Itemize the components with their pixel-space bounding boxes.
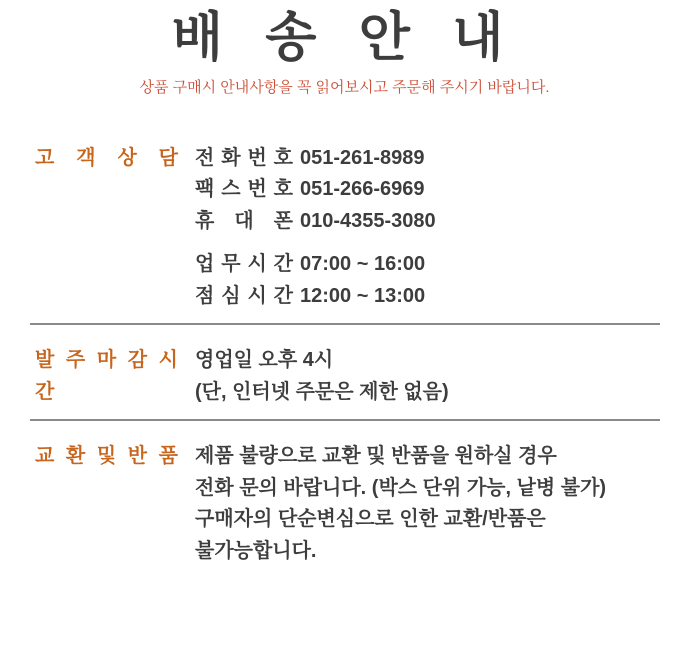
- deadline-line: 영업일 오후 4시: [195, 349, 334, 372]
- section-order-deadline-content: [195, 345, 449, 408]
- phone-number-row: [195, 143, 436, 175]
- exchange-line: 제품 불량으로 교환 및 반품을 원하실 경우: [195, 445, 557, 468]
- mobile-number-label: 휴 대 폰: [195, 209, 293, 232]
- exchange-line: 구매자의 단순변심으로 인한 교환/반품은: [195, 508, 546, 531]
- business-hours-row: [195, 249, 436, 281]
- deadline-note-line: (단, 인터넷 주문은 제한 없음): [195, 380, 449, 403]
- page-title: 배 송 안 내: [171, 8, 518, 67]
- mobile-number-row: [195, 206, 436, 238]
- section-order-deadline-label: 발 주 마 감 시 간: [35, 349, 178, 403]
- business-hours-label: 업 무 시 간: [195, 253, 293, 276]
- lunch-hours-label: 점 심 시 간: [195, 284, 293, 307]
- section-divider: [30, 323, 660, 325]
- phone-number-value: 051-261-8989: [300, 146, 425, 169]
- shipping-info-page: [0, 8, 689, 646]
- spacer: [195, 237, 436, 249]
- section-customer-service: [35, 143, 660, 313]
- section-exchange-return-content: [195, 441, 606, 567]
- info-sections: [35, 143, 660, 568]
- lunch-hours-value: 12:00 ~ 13:00: [300, 284, 426, 307]
- lunch-hours-row: [195, 281, 436, 313]
- section-exchange-return: [35, 441, 660, 567]
- fax-number-row: [195, 174, 436, 206]
- section-order-deadline: [35, 345, 660, 408]
- section-divider: [30, 419, 660, 421]
- exchange-line: 전화 문의 바랍니다. (박스 단위 가능, 낱병 불가): [195, 476, 607, 499]
- mobile-number-value: 010-4355-3080: [300, 209, 436, 232]
- section-exchange-return-label: 교 환 및 반 품: [35, 445, 178, 468]
- business-hours-value: 07:00 ~ 16:00: [300, 253, 426, 276]
- phone-number-label: 전 화 번 호: [195, 146, 293, 169]
- fax-number-value: 051-266-6969: [300, 178, 425, 201]
- fax-number-label: 팩 스 번 호: [195, 178, 293, 201]
- exchange-line: 불가능합니다.: [195, 539, 317, 562]
- section-customer-service-content: [195, 143, 436, 313]
- section-customer-service-label: 고 객 상 담: [35, 146, 178, 169]
- page-subtitle: 상품 구매시 안내사항을 꼭 읽어보시고 주문해 주시기 바랍니다.: [139, 78, 550, 96]
